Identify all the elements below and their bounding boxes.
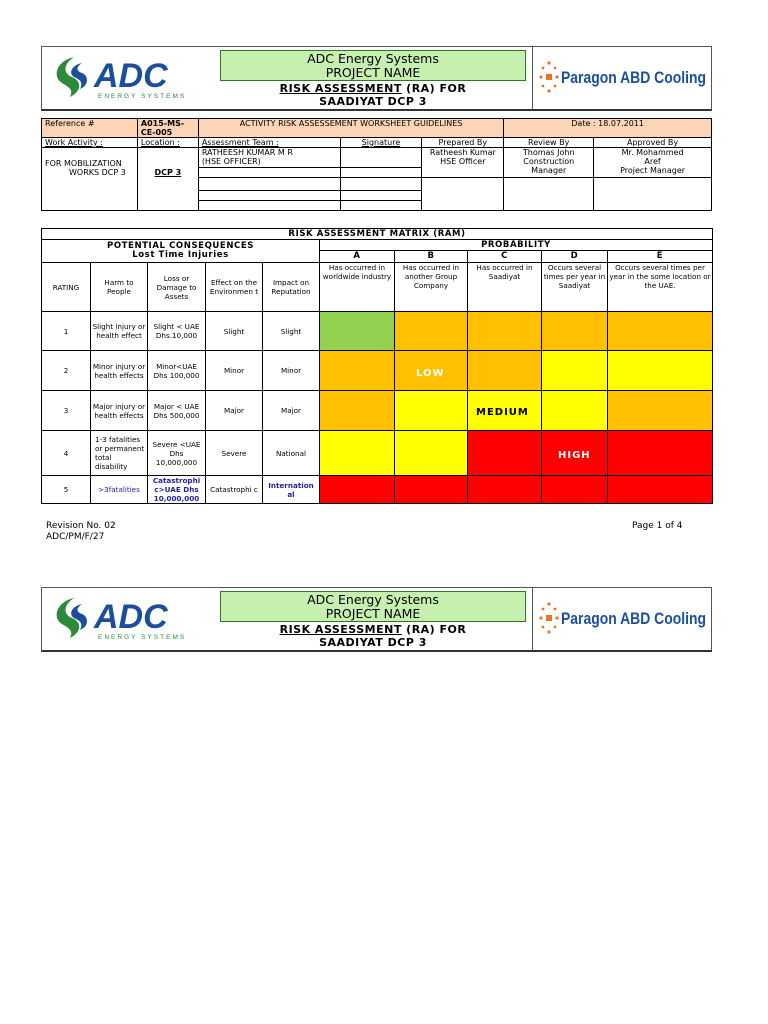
risk-label-medium: MEDIUM [476,407,529,418]
header-divider [532,588,533,651]
paragon-logo [539,57,709,97]
consequences-title: POTENTIAL CONSEQUENCES [106,241,254,251]
assessment-team-value [198,148,340,168]
team-blank-row [198,168,340,178]
risk-cell [608,312,713,351]
approved-line1: Mr. Mohammed [621,148,684,157]
risk-cell [542,351,608,391]
doc-code: ADC/PM/F/27 [46,532,105,542]
assets-value: Minor<UAE Dhs 100,000 [148,351,206,391]
team-line1: RATHEESH KUMAR M R [201,148,293,157]
rating-value: 5 [42,476,91,504]
harm-header: Harm to People [91,263,148,312]
footer-revision [46,521,116,543]
assets-value: Major < UAE Dhs 500,000 [148,391,206,431]
prepared-sign-cell [422,178,504,211]
prob-col-e: E [608,251,713,263]
adc-logo [48,51,208,105]
ra-suffix: FOR [439,623,467,636]
ra-mid: (RA) [401,623,440,636]
adc-logo-text: ADC [94,57,168,95]
page-number: Page 1 of 4 [632,521,683,531]
prepared-by-label: Prepared By [422,138,504,148]
reference-title: ACTIVITY RISK ASSESSEMENT WORKSHEET GUIDELINES [198,119,503,138]
ra-line2: SAADIYAT DCP 3 [319,95,427,108]
review-by-label: Review By [504,138,594,148]
signature-label: Signature [340,138,422,148]
team-blank-row [198,178,340,191]
ra-mid: (RA) [401,82,440,95]
signature-cell-3 [340,178,422,191]
project-name: PROJECT NAME [325,606,421,621]
harm-value: 1-3 fatalities or permanent total disability [91,431,148,476]
revision-number: Revision No. 02 [46,521,116,531]
prob-col-a: A [320,251,395,263]
lost-time-title: Lost Time Injuries [132,250,229,260]
paragon-logo-text: Paragon ABD Cooling [561,68,706,87]
reference-date: Date : 18.07.2011 [504,119,712,138]
paragon-logo [539,598,709,638]
signature-cell-2 [340,168,422,178]
work-activity-value [42,148,138,211]
review-line3: Manager [531,166,567,175]
risk-cell [468,476,542,504]
environment-value: Catastrophi c [206,476,263,504]
rating-value: 4 [42,431,91,476]
risk-cell [395,431,468,476]
review-line2: Construction [523,157,575,166]
risk-cell [320,476,395,504]
company-name: ADC Energy Systems [307,592,439,607]
header-title-box [220,591,526,622]
header-divider [532,47,533,110]
risk-cell [608,431,713,476]
harm-value: Minor injury or health effects [91,351,148,391]
project-name: PROJECT NAME [325,65,421,80]
ra-line2: SAADIYAT DCP 3 [319,636,427,649]
probability-header: PROBABILITY [320,240,713,251]
risk-cell [608,476,713,504]
ra-prefix: RISK ASSESSMENT [279,623,402,636]
rating-value: 1 [42,312,91,351]
page-header-2 [41,587,712,652]
risk-label-high: HIGH [558,450,591,461]
adc-logo-text: ADC [94,598,168,636]
prob-col-b: B [395,251,468,263]
location-value: DCP 3 [137,148,198,211]
reputation-value: National [263,431,320,476]
review-by-value [504,148,594,178]
work-activity-label: Work Activity : [42,138,138,148]
risk-cell [608,351,713,391]
approved-line3: Project Manager [620,166,686,175]
consequences-header [42,240,320,263]
work-activity-line1: FOR MOBILIZATION [45,159,122,168]
team-blank-row [198,201,340,211]
environment-value: Major [206,391,263,431]
risk-cell [468,431,542,476]
assets-header: Loss or Damage to Assets [148,263,206,312]
paragon-logo-text: Paragon ABD Cooling [561,609,706,628]
team-line2: (HSE OFFICER) [201,157,261,166]
ra-suffix: FOR [439,82,467,95]
prepared-line2: HSE Officer [440,157,486,166]
signature-cell-5 [340,201,422,211]
environment-value: Severe [206,431,263,476]
location-label: Location : [137,138,198,148]
prob-desc-e: Occurs several times per year in the some location or the UAE. [608,263,713,312]
prob-col-d: D [542,251,608,263]
review-line1: Thomas John [522,148,575,157]
risk-cell [320,431,395,476]
prob-desc-a: Has occurred in worldwide industry [320,263,395,312]
risk-cell [395,312,468,351]
risk-cell [468,312,542,351]
signature-cell-1 [340,148,422,168]
prob-col-c: C [468,251,542,263]
harm-value: >3fatalities [91,476,148,504]
assessment-team-label [198,138,340,148]
risk-cell [395,476,468,504]
risk-cell [542,476,608,504]
risk-cell [320,312,395,351]
reference-label: Reference # [42,119,138,138]
adc-logo [48,592,208,646]
assessment-team-label-text: Assessment Team : [201,138,279,147]
reputation-value: Major [263,391,320,431]
risk-cell [395,391,468,431]
adc-logo-sub: ENERGY SYSTEMS [98,93,187,100]
prob-desc-c: Has occurred in Saadiyat [468,263,542,312]
rating-value: 3 [42,391,91,431]
header-title-box [220,50,526,81]
prob-desc-b: Has occurred in another Group Company [395,263,468,312]
reference-table [41,118,712,211]
approved-sign-cell [594,178,712,211]
ra-prefix: RISK ASSESSMENT [279,82,402,95]
reputation-header: Impact on Reputation [263,263,320,312]
prepared-by-value [422,148,504,178]
assets-value: Catastrophi c>UAE Dhs 10,000,000 [148,476,206,504]
signature-cell-4 [340,191,422,201]
prepared-line1: Ratheesh Kumar [429,148,496,157]
risk-cell [320,351,395,391]
risk-cell [320,391,395,431]
reputation-value: Slight [263,312,320,351]
risk-cell [542,391,608,431]
reference-code: A015-MS-CE-005 [137,119,198,138]
risk-label-low: LOW [416,368,445,379]
risk-matrix-table [41,228,713,504]
assets-value: Severe <UAE Dhs 10,000,000 [148,431,206,476]
harm-value: Major injury or health effects [91,391,148,431]
prob-desc-d: Occurs several times per year in Saadiyat [542,263,608,312]
approved-by-label: Approved By [594,138,712,148]
environment-value: Slight [206,312,263,351]
ra-title [220,623,526,649]
ra-title [220,82,526,108]
approved-by-value [594,148,712,178]
risk-cell [542,312,608,351]
ram-title: RISK ASSESSMENT MATRIX (RAM) [42,229,713,240]
adc-logo-sub: ENERGY SYSTEMS [98,634,187,641]
harm-value: Slight injury or health effect [91,312,148,351]
environment-header: Effect on the Environmen t [206,263,263,312]
approved-line2: Aref [644,157,661,166]
assets-value: Slight < UAE Dhs.10,000 [148,312,206,351]
team-blank-row [198,191,340,201]
reputation-value: Internation al [263,476,320,504]
company-name: ADC Energy Systems [307,51,439,66]
rating-value: 2 [42,351,91,391]
risk-cell [468,351,542,391]
page-header-1 [41,46,712,111]
review-sign-cell [504,178,594,211]
reputation-value: Minor [263,351,320,391]
rating-header: RATING [42,263,91,312]
risk-cell [608,391,713,431]
environment-value: Minor [206,351,263,391]
work-activity-line2: WORKS DCP 3 [69,168,126,177]
